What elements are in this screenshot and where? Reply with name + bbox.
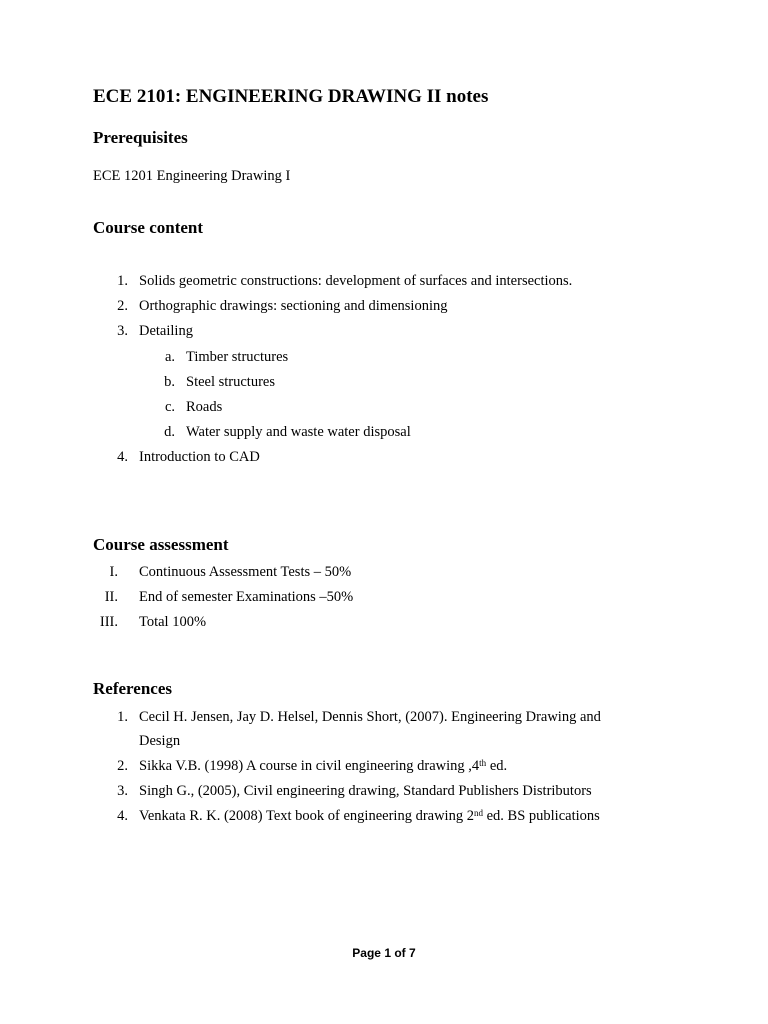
sub-list-item-letter: c. [164,399,175,415]
sub-list-item-text: Water supply and waste water disposal [186,424,411,440]
sub-list-item-letter: a. [164,349,175,365]
list-item-text: Solids geometric constructions: development of surfaces and intersections. [139,273,573,289]
list-item-text: End of semester Examinations –50% [139,589,354,605]
sub-list-item-text: Timber structures [186,349,289,365]
course-content-heading: Course content [93,218,204,237]
page-footer [0,946,768,960]
list-item-numeral: III. [99,614,118,630]
superscript: th [479,758,487,768]
reference-text-main: Sikka V.B. (1998) A course in civil engineering drawing ,4 [139,758,480,774]
sub-list-item-text: Steel structures [186,374,275,390]
sub-list-item-text: Roads [186,399,223,415]
list-item-numeral: II. [104,589,118,605]
page-label: Page [352,946,381,960]
page-total: 7 [409,946,416,960]
reference-number: 1. [117,709,128,725]
reference-number: 3. [117,783,128,799]
list-item-text: Introduction to CAD [139,449,260,465]
list-item-numeral: I. [109,564,118,580]
list-item-text: Total 100% [139,614,207,630]
reference-text-main: Venkata R. K. (2008) Text book of engineering drawing 2 [139,808,474,824]
list-item-text: Orthographic drawings: sectioning and dimensioning [139,298,448,314]
reference-text-suffix: ed. BS publications [482,808,600,824]
reference-text [139,757,507,775]
reference-number: 4. [117,808,128,824]
prerequisites-text: ECE 1201 Engineering Drawing I [93,168,291,184]
reference-text: Cecil H. Jensen, Jay D. Helsel, Dennis Short, (2007). Engineering Drawing and [139,709,601,725]
list-item-number: 2. [117,298,128,314]
sub-list-item-letter: b. [164,374,175,390]
page-number: 1 [384,946,391,960]
list-item-number: 4. [117,449,128,465]
prerequisites-heading: Prerequisites [93,128,188,147]
course-assessment-heading: Course assessment [93,535,229,554]
sub-list-item-letter: d. [164,424,175,440]
reference-text: Singh G., (2005), Civil engineering drawing, Standard Publishers Distributors [139,783,592,799]
superscript: nd [473,808,483,818]
list-item-number: 1. [117,273,128,289]
list-item-number: 3. [117,323,128,339]
reference-number: 2. [117,758,128,774]
list-item-text: Continuous Assessment Tests – 50% [139,564,352,580]
reference-text [139,807,600,825]
document-title: ECE 2101: ENGINEERING DRAWING II notes [93,86,489,107]
of-label: of [394,946,406,960]
reference-text-continuation: Design [139,733,181,749]
list-item-text: Detailing [139,323,193,339]
reference-text-suffix: ed. [486,758,508,774]
references-heading: References [93,679,172,698]
